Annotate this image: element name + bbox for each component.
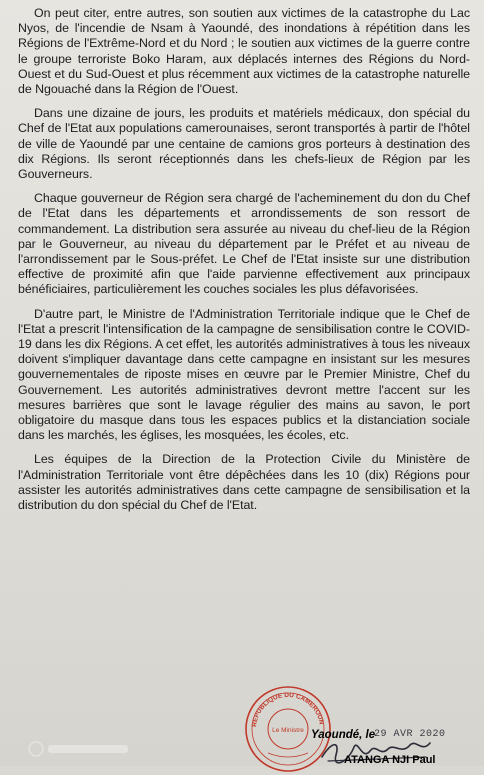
watermark-logo xyxy=(26,738,136,760)
dateline: Yaoundé, le xyxy=(311,729,376,741)
paragraph-1: On peut citer, entre autres, son soutien aux victimes de la catastrophe du Lac Nyos, de l'incendie de Nsam à Yaoundé, des inondations à répétition dans les Régions de l'Extrême-Nord et du Nord ; le soutien aux victimes de la guerre contre le groupe terroriste Boko Haram, aux déplacés internes des Régions du Nord-Ouest et du Sud-Ouest et plus récemment aux victimes de la catastrophe naturelle de Ngouaché dans la Région de l'Ouest. xyxy=(18,6,470,97)
date-stamp: 29 AVR 2020 xyxy=(374,729,446,740)
svg-text:Le Ministre: Le Ministre xyxy=(272,727,304,734)
svg-text:REPUBLIQUE DU CAMEROUN: REPUBLIQUE DU CAMEROUN xyxy=(251,691,325,728)
signatory-name: ATANGA NJI Paul xyxy=(344,754,436,766)
paragraph-5: Les équipes de la Direction de la Protection Civile du Ministère de l'Administration Territoriale vont être dépêchées dans les 10 (dix) Régions pour assister les autorités administratives dans cette campagne de sensibilisation et la distribution du don spécial du Chef de l'Etat. xyxy=(18,452,470,513)
paragraph-3: Chaque gouverneur de Région sera chargé de l'acheminement du don du Chef de l'Etat dans les départements et arrondissements de son ressort de commandement. La distribution sera assurée au niveau du chef-lieu de la Région par le Gouverneur, au niveau du département par le Préfet et au niveau de l'arrondissement par le Sous-préfet. Le Chef de l'Etat insiste sur une distribution effective de proximité afin que l'aide parvienne effectivement aux principaux bénéficiaires, particulièrement les couches sociales les plus défavorisées. xyxy=(18,191,470,297)
paragraph-2: Dans une dizaine de jours, les produits et matériels médicaux, don spécial du Chef de l'Etat aux populations camerounaises, seront transportés à partir de l'hôtel de ville de Yaoundé par une centaine de camions gros porteurs à destination des dix Régions. Ils seront réceptionnés dans les chefs-lieux de Région par les Gouverneurs. xyxy=(18,106,470,182)
paragraph-4: D'autre part, le Ministre de l'Administration Territoriale indique que le Chef de l'Etat a prescrit l'intensification de la campagne de sensibilisation contre le COVID-19 dans les dix Régions. A cet effet, les autorités administratives à tous les niveaux doivent s'impliquer davantage dans cette campagne en insistant sur les mesures gouvernementales de riposte mises en œuvre par le Premier Ministre, Chef du Gouvernement. Les autorités administratives devront mettre l'accent sur les mesures barrières que sont le lavage régulier des mains au savon, le port obligatoire du masque dans tous les espaces publics et la distanciation sociale dans les marchés, les églises, les mosquées, les écoles, etc. xyxy=(18,306,470,443)
